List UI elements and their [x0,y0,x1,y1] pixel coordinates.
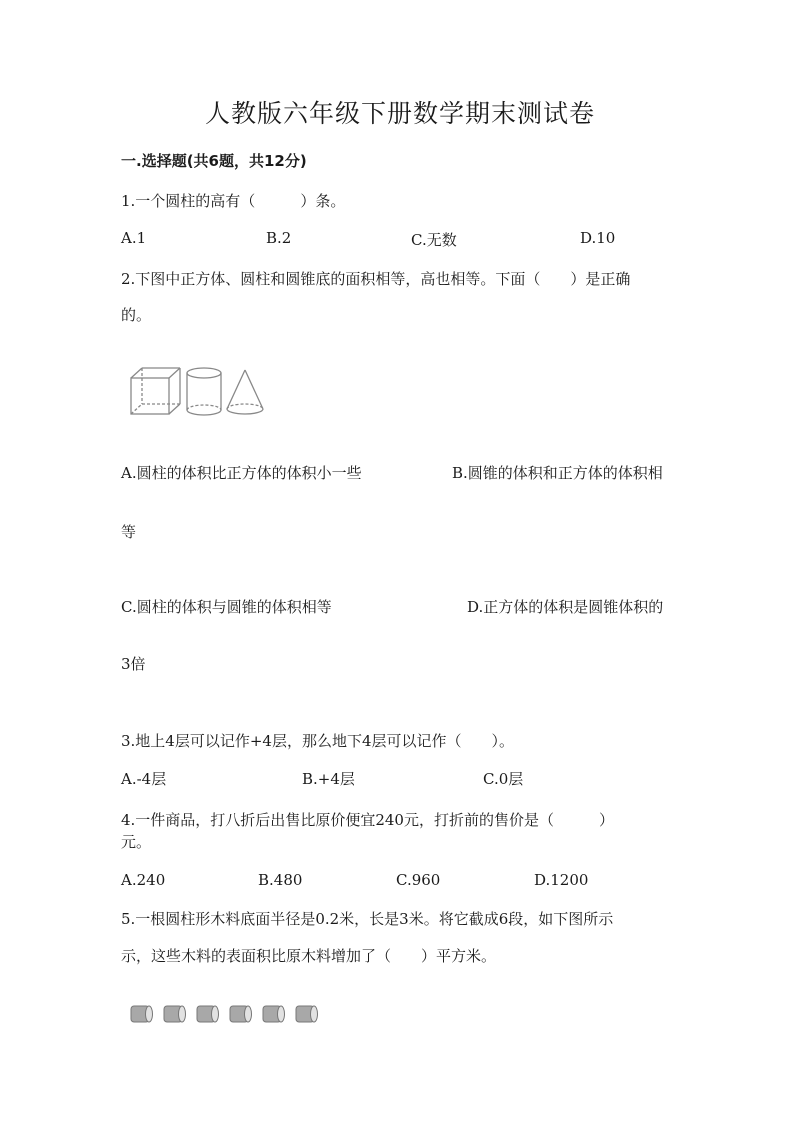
question-2-option-b-line2: 等 [121,523,137,541]
cylinder-piece [296,1006,318,1022]
question-1-option-c: C.无数 [411,231,457,249]
cylinder-piece [131,1006,153,1022]
six-cylinder-pieces-figure [128,1003,328,1025]
cylinder-piece [164,1006,186,1022]
cylinder-piece [263,1006,285,1022]
question-2-option-b-line1: B.圆锥的体积和正方体的体积相 [452,464,663,482]
question-2-option-a: A.圆柱的体积比正方体的体积小一些 [121,464,362,482]
cone-shape [227,370,263,414]
question-3-option-c: C.0层 [483,770,524,788]
question-3-stem: 3.地上4层可以记作+4层，那么地下4层可以记作（ ）。 [121,732,515,750]
cylinder-pieces-svg [128,1003,328,1025]
question-4-stem-line1: 4.一件商品，打八折后出售比原价便宜240元，打折前的售价是（ ） [121,811,614,829]
section-heading: 一.选择题(共6题，共12分) [121,152,307,170]
cylinder-shape [187,368,221,415]
question-5-stem-line2: 示，这些木料的表面积比原木料增加了（ ）平方米。 [121,947,497,965]
question-4-option-b: B.480 [258,871,303,889]
question-4-option-c: C.960 [396,871,441,889]
question-3-option-a: A.-4层 [121,770,167,788]
geometry-figure-svg [128,364,273,418]
question-1-option-a: A.1 [121,229,147,247]
question-3-option-b: B.+4层 [302,770,355,788]
question-5-stem-line1: 5.一根圆柱形木料底面半径是0.2米，长是3米。将它截成6段，如下图所示 [121,910,614,928]
question-1-option-b: B.2 [266,229,292,247]
cylinder-piece [230,1006,252,1022]
question-1-option-d: D.10 [580,229,616,247]
question-4-option-a: A.240 [121,871,166,889]
question-2-stem-line1: 2.下图中正方体、圆柱和圆锥底的面积相等，高也相等。下面（ ）是正确 [121,270,631,288]
cube-shape [131,368,180,414]
question-2-stem-line2: 的。 [121,306,152,324]
question-2-option-c: C.圆柱的体积与圆锥的体积相等 [121,598,332,616]
question-2-option-d-line2: 3倍 [121,655,146,673]
page-title: 人教版六年级下册数学期末测试卷 [204,99,595,128]
question-2-option-d-line1: D.正方体的体积是圆锥体积的 [467,598,664,616]
question-1-stem: 1.一个圆柱的高有（ ）条。 [121,192,346,210]
cube-cylinder-cone-figure [128,364,273,418]
question-4-stem-line2: 元。 [121,833,152,851]
cylinder-piece [197,1006,219,1022]
question-4-option-d: D.1200 [534,871,589,889]
